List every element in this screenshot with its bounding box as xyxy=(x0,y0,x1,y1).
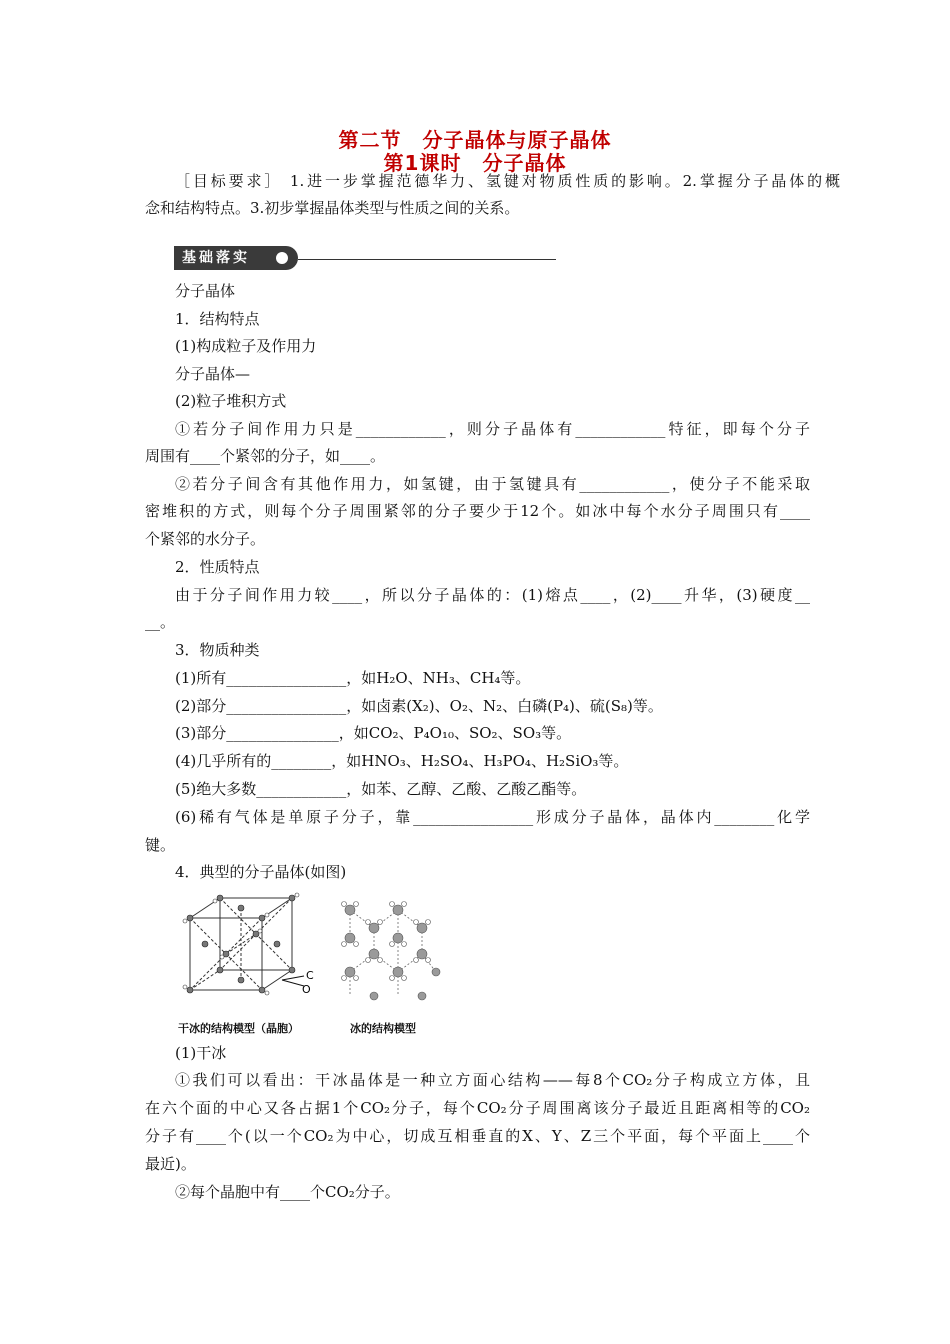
section-4: 4．典型的分子晶体(如图) xyxy=(175,863,347,881)
lesson-title: 第1课时 分子晶体 xyxy=(383,151,567,175)
dry-ice-line-2: 在六个面的中心又各占据1个CO₂分子，每个CO₂分子周围离该分子最近且距离相等的CO₂ xyxy=(145,1099,810,1117)
p3-line-1: 由于分子间作用力较____，所以分子晶体的：(1)熔点____，(2)____升华，(3)硬度__ xyxy=(175,586,810,604)
badge-rule xyxy=(298,259,556,260)
p2-line-1: ②若分子间含有其他作用力，如氢键，由于氢键具有____________，使分子不能采取 xyxy=(175,475,810,493)
dry-ice-line-1: ①我们可以看出：干冰晶体是一种立方面心结构——每8个CO₂分子构成立方体，且 xyxy=(175,1071,810,1089)
section-1: 1．结构特点 xyxy=(175,310,260,328)
p2-line-2: 密堆积的方式，则每个分子周围紧邻的分子要少于12个。如冰中每个水分子周围只有____ xyxy=(145,502,810,520)
kind-4: (4)几乎所有的________，如HNO₃、H₂SO₄、H₃PO₄、H₂SiO₃等。 xyxy=(175,752,629,770)
section-1-1: (1)构成粒子及作用力 xyxy=(175,337,317,355)
kind-3: (3)部分_______________，如CO₂、P₄O₁₀、SO₂、SO₃等。 xyxy=(175,724,572,742)
ice-structure-figure xyxy=(336,888,446,1008)
dry-ice-item-2: ②每个晶胞中有____个CO₂分子。 xyxy=(175,1183,400,1201)
goal-line-2: 念和结构特点。3.初步掌握晶体类型与性质之间的关系。 xyxy=(145,199,520,217)
p3-line-2: __。 xyxy=(145,613,176,631)
kind-6-line-1: (6)稀有气体是单原子分子，靠________________形成分子晶体，晶体内________化学 xyxy=(175,808,810,826)
fig-label-o: O xyxy=(302,983,311,996)
p2-line-3: 个紧邻的水分子。 xyxy=(145,530,266,548)
goal-line-1: ［目标要求］ 1.进一步掌握范德华力、氢键对物质性质的影响。2.掌握分子晶体的概 xyxy=(175,172,840,190)
section-2: 2．性质特点 xyxy=(175,558,260,576)
section-badge: 基础落实 xyxy=(174,246,298,270)
kind-5: (5)绝大多数____________，如苯、乙醇、乙酸、乙酸乙酯等。 xyxy=(175,780,587,798)
heading-molecular-crystal: 分子晶体 xyxy=(175,282,236,300)
section-1-1a: 分子晶体— xyxy=(175,365,251,383)
kind-1: (1)所有________________，如H₂O、NH₃、CH₄等。 xyxy=(175,669,531,687)
p1-line-1: ①若分子间作用力只是____________，则分子晶体有____________特征，即每个分子 xyxy=(175,420,810,438)
section-1-2: (2)粒子堆积方式 xyxy=(175,392,287,410)
fig-label-c: C xyxy=(306,969,314,982)
dry-ice-line-3: 分子有____个(以一个CO₂为中心，切成互相垂直的X、Y、Z三个平面，每个平面上____个 xyxy=(145,1127,810,1145)
kind-6-line-2: 键。 xyxy=(145,836,176,854)
section-3: 3．物质种类 xyxy=(175,641,260,659)
caption-dry-ice: 干冰的结构模型（晶胞） xyxy=(178,1022,299,1035)
caption-ice: 冰的结构模型 xyxy=(350,1022,416,1035)
dry-ice-heading: (1)干冰 xyxy=(175,1044,227,1062)
kind-2: (2)部分________________，如卤素(X₂)、O₂、N₂、白磷(P₄)、硫(S₈)等。 xyxy=(175,697,663,715)
badge-dot xyxy=(276,252,288,264)
dry-ice-unit-cell-figure xyxy=(178,890,328,1010)
dry-ice-line-4: 最近)。 xyxy=(145,1155,196,1173)
p1-line-2: 周围有____个紧邻的分子，如____。 xyxy=(145,447,386,465)
section-title: 第二节 分子晶体与原子晶体 xyxy=(338,128,612,152)
